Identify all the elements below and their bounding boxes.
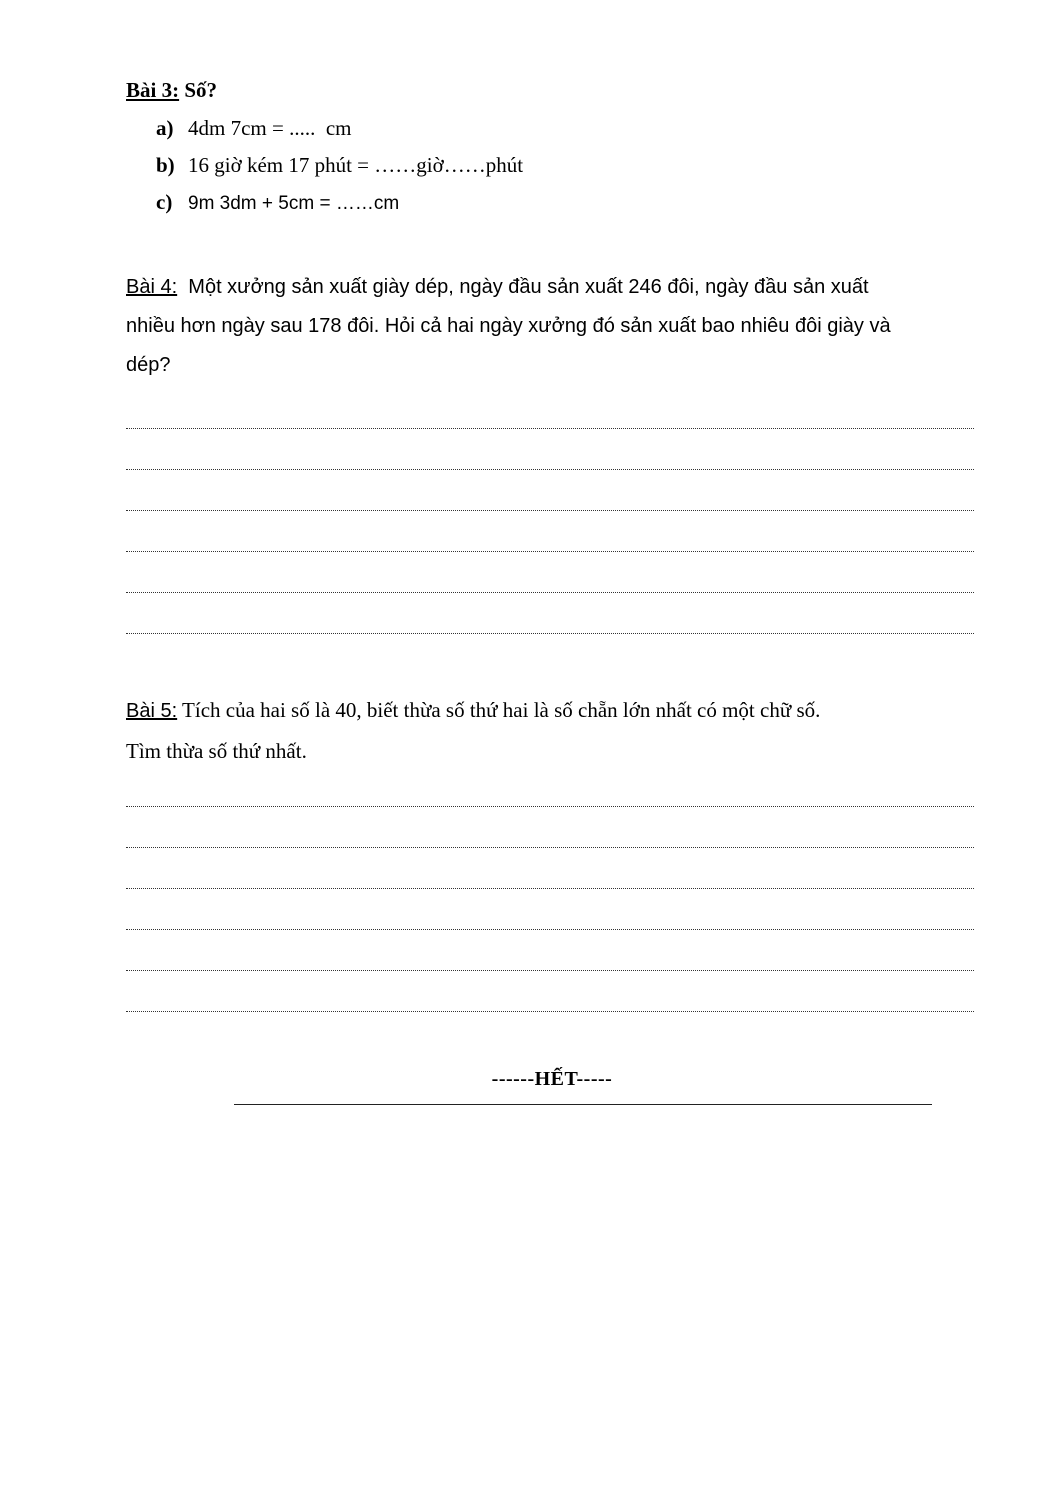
bai3-item-a bbox=[156, 118, 352, 139]
end-mark: ------HẾT----- bbox=[491, 1068, 613, 1090]
item-letter: a) bbox=[156, 116, 174, 140]
answer-line bbox=[126, 888, 974, 889]
bai3-heading bbox=[126, 80, 217, 101]
bai4-label: Bài 4: bbox=[126, 276, 178, 298]
answer-line bbox=[126, 592, 974, 593]
answer-line bbox=[126, 929, 974, 930]
answer-line bbox=[126, 510, 974, 511]
answer-line bbox=[126, 428, 974, 429]
bai5-line-1 bbox=[126, 690, 976, 731]
answer-line bbox=[126, 847, 974, 848]
answer-line bbox=[126, 551, 974, 552]
answer-line bbox=[126, 469, 974, 470]
item-text: 9m 3dm + 5cm = ……cm bbox=[188, 193, 400, 214]
bai4-text-1: Một xưởng sản xuất giày dép, ngày đầu sản xuất 246 đôi, ngày đầu sản xuất bbox=[188, 276, 869, 298]
item-letter: b) bbox=[156, 153, 175, 177]
bai5-text-1: Tích của hai số là 40, biết thừa số thứ hai là số chẵn lớn nhất có một chữ số. bbox=[182, 698, 821, 722]
bai5-line-2: Tìm thừa số thứ nhất. bbox=[126, 739, 307, 763]
item-text: 4dm 7cm = ..... cm bbox=[188, 116, 352, 140]
bai3-item-b bbox=[156, 155, 523, 176]
bai5-label: Bài 5: bbox=[126, 700, 178, 722]
end-rule bbox=[234, 1104, 932, 1105]
answer-line bbox=[126, 1011, 974, 1012]
item-letter: c) bbox=[156, 190, 173, 214]
bai3-item-c bbox=[156, 192, 399, 213]
bai4-line-3: dép? bbox=[126, 354, 171, 376]
bai4-paragraph bbox=[126, 268, 976, 385]
bai3-prompt: Số? bbox=[184, 78, 218, 102]
bai4-line-1 bbox=[126, 268, 976, 307]
answer-line bbox=[126, 970, 974, 971]
bai4-line-2: nhiều hơn ngày sau 178 đôi. Hỏi cả hai ngày xưởng đó sản xuất bao nhiêu đôi giày và bbox=[126, 315, 891, 337]
bai5-paragraph bbox=[126, 690, 976, 771]
answer-line bbox=[126, 633, 974, 634]
bai3-label: Bài 3: bbox=[126, 78, 180, 102]
answer-line bbox=[126, 806, 974, 807]
item-text: 16 giờ kém 17 phút = ……giờ……phút bbox=[188, 153, 524, 177]
